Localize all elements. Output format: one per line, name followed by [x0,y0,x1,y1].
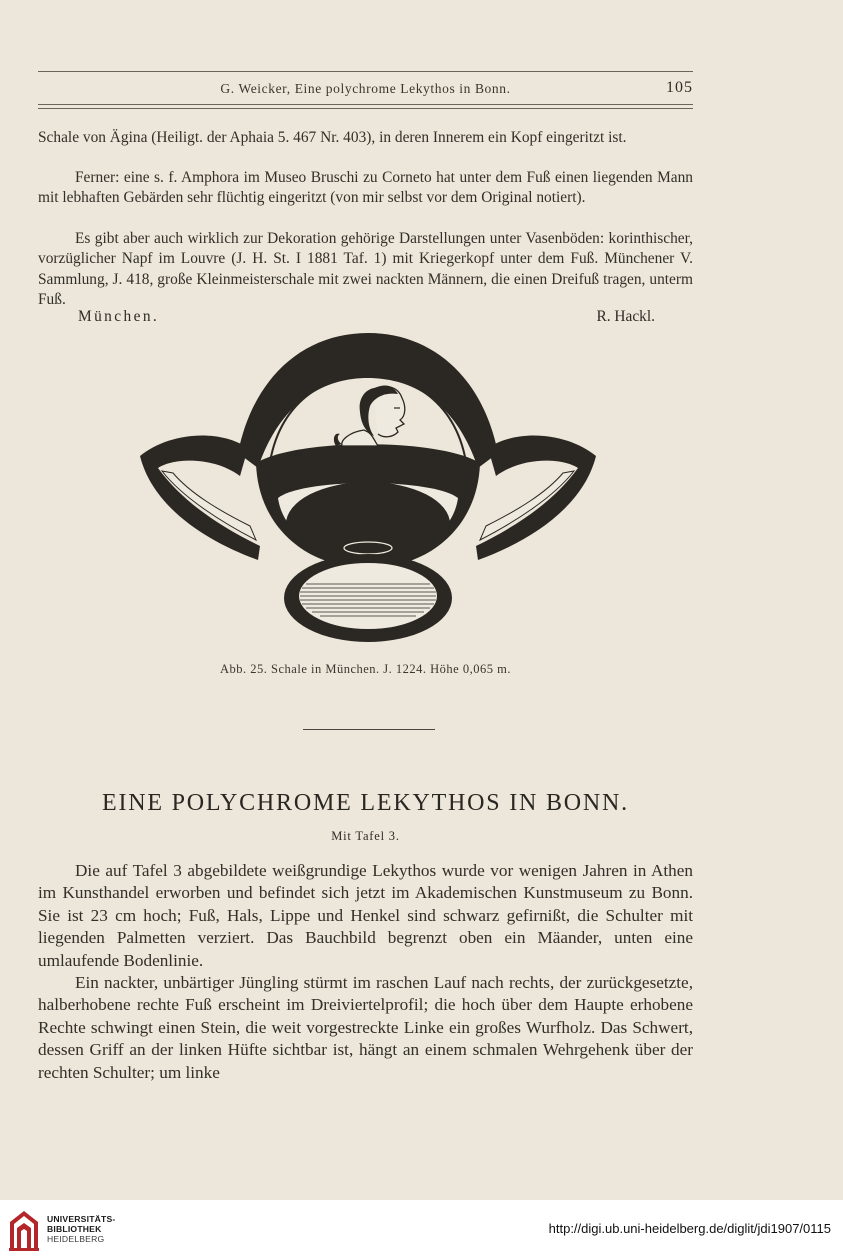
paragraph-lekythos-intro: Die auf Tafel 3 abgebildete weißgrundige Lekythos wurde vor wenigen Jahren in Athen im Kunsthandel erworben und befindet sich jetzt im Akademischen Kunstmuseum zu Bonn. Sie ist 23 cm hoch; Fuß, Hals, Lippe und Henkel sind schwarz gefirnißt, die Schulter mit liegenden Palmetten verziert. Das Bauchbild begrenzt oben ein Mäander, unten eine umlaufende Bodenlinie. [38,861,693,970]
page-number: 105 [666,79,693,96]
section-divider [303,729,435,730]
paragraph-aegina: Schale von Ägina (Heiligt. der Aphaia 5. 467 Nr. 403), in deren Innerem ein Kopf eingeritzt ist. [38,129,627,146]
library-name [47,1214,116,1245]
header-rule-bottom-1 [38,104,693,105]
header-rule-bottom-2 [38,108,693,109]
library-footer [0,1200,843,1260]
paragraph-amphora: Ferner: eine s. f. Amphora im Museo Bruschi zu Corneto hat unter dem Fuß einen liegenden Mann mit lebhaften Gebärden sehr flüchtig eingeritzt (von mir selbst vor dem Original notiert). [38,169,693,207]
university-library-logo-icon [7,1208,41,1252]
signature-place: München. [78,308,160,325]
figure-caption: Abb. 25. Schale in München. J. 1224. Höhe 0,065 m. [220,662,511,676]
kylix-illustration [128,328,608,650]
paragraph-lekythos-description: Ein nackter, unbärtiger Jüngling stürmt im raschen Lauf nach rechts, der zurückgesetzte, halberhobene rechte Fuß erscheint im Dreiviertelprofil; die hoch über dem Haupte erhobene Rechte schwingt einen Stein, die weit vorgestreckte Linke ein großes Wurfholz. Das Schwert, dessen Griff an der linken Hüfte sichtbar ist, hängt an einem schmalen Wehrgehenk über der rechten Schulter; um linke [38,973,693,1082]
header-rule-top [38,71,693,72]
running-title: G. Weicker, Eine polychrome Lekythos in Bonn. [220,81,511,96]
article-title: EINE POLYCHROME LEKYTHOS IN BONN. [102,790,629,816]
library-name-line-1: UNIVERSITÄTS- [47,1214,116,1224]
document-url-link[interactable]: http://digi.ub.uni-heidelberg.de/diglit/jdi1907/0115 [548,1221,831,1236]
signature-line [38,308,655,326]
library-name-line-3: HEIDELBERG [47,1234,105,1245]
female-head-drawing [334,386,405,446]
signature-author: R. Hackl. [596,308,655,325]
paragraph-decoration: Es gibt aber auch wirklich zur Dekoration gehörige Darstellungen unter Vasenböden: korinthischer, vorzüglicher Napf im Louvre (J. H. St. I 1881 Taf. 1) mit Kriegerkopf unter dem Fuß. Münchener V. Sammlung, J. 418, große Kleinmeisterschale mit zwei nackten Männern, die einen Dreifuß tragen, unterm Fuß. [38,230,693,308]
library-name-line-2: BIBLIOTHEK [47,1224,102,1235]
article-subtitle: Mit Tafel 3. [331,829,400,843]
